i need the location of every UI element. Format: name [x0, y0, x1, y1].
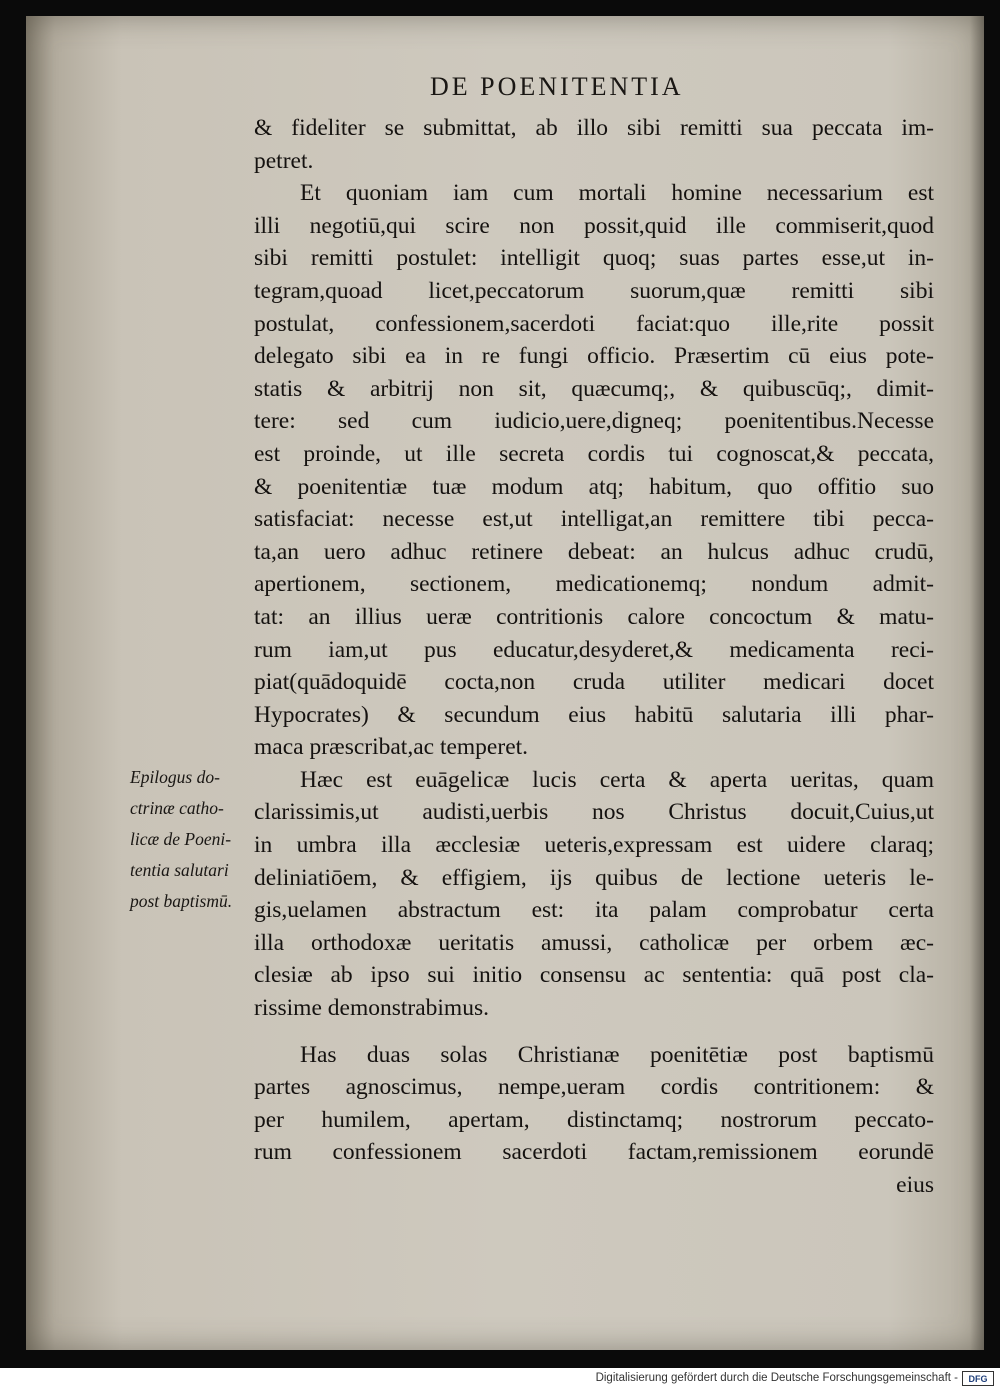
gloss-line: ctrinæ catho-: [130, 798, 224, 818]
text-line: illa orthodoxæ ueritatis amussi, catholicæ per orbem æc-: [254, 929, 934, 956]
text-line: Hæc est euāgelicæ lucis certa & aperta ueritas, quam: [300, 766, 934, 793]
text-line: deliniatiōem, & effigiem, ijs quibus de lectione ueteris le-: [254, 864, 934, 891]
text-line: tere: sed cum iudicio,uere,digneq; poenitentibus.Necesse: [254, 408, 934, 435]
text-line: tat: an illius ueræ contritionis calore concoctum & matu-: [254, 603, 934, 630]
text-line: & poenitentiæ tuæ modum atq; habitum, quo offitio suo: [254, 473, 934, 500]
text-line: clesiæ ab ipso sui initio consensu ac sententia: quā post cla-: [254, 962, 934, 989]
catchword: eius: [896, 1172, 934, 1198]
text-line: statis & arbitrij non sit, quæcumq;, & quibuscūq;, dimit-: [254, 375, 934, 402]
text-line: Hypocrates) & secundum eius habitū salutaria illi phar-: [254, 701, 934, 728]
footer-bar: [0, 1368, 1000, 1390]
gloss-line: Epilogus do-: [130, 767, 220, 787]
dfg-logo: DFG: [962, 1371, 994, 1386]
text-line: rum confessionem sacerdoti factam,remissionem eorundē: [254, 1139, 934, 1166]
gloss-line: licæ de Poeni-: [130, 829, 232, 849]
text-line: piat(quādoquidē cocta,non cruda utiliter medicari docet: [254, 669, 934, 696]
text-line: delegato sibi ea in re fungi officio. Præsertim cū eius pote-: [254, 343, 934, 370]
text-line: illi negotiū,qui scire non possit,quid ille commiserit,quod: [254, 212, 934, 239]
text-line: Has duas solas Christianæ poenitētiæ post baptismū: [300, 1041, 934, 1068]
text-line: tegram,quoad licet,peccatorum suorum,quæ remitti sibi: [254, 277, 934, 304]
text-line: petret.: [254, 147, 314, 174]
paragraph-gap: [254, 1025, 934, 1039]
text-line: gis,uelamen abstractum est: ita palam comprobatur certa: [254, 897, 934, 924]
text-line: clarissimis,ut audisti,uerbis nos Christus docuit,Cuius,ut: [254, 799, 934, 826]
text-line: rum iam,ut pus educatur,desyderet,& medicamenta reci-: [254, 636, 934, 663]
text-line: ta,an uero adhuc retinere debeat: an hulcus adhuc crudū,: [254, 538, 934, 565]
text-line: & fideliter se submittat, ab illo sibi remitti sua peccata im-: [254, 115, 934, 141]
text-line: est proinde, ut ille secreta cordis tui cognoscat,& peccata,: [254, 440, 934, 467]
text-line: maca præscribat,ac temperet.: [254, 734, 529, 761]
text-line: satisfaciat: necesse est,ut intelligat,an remittere tibi pecca-: [254, 506, 934, 533]
text-line: in umbra illa æcclesiæ ueteris,expressam est uidere claraq;: [254, 832, 934, 859]
text-line: sibi remitti postulet: intelligit quoq; suas partes esse,ut in-: [254, 245, 934, 272]
gloss-line: post baptismū.: [130, 891, 233, 911]
marginal-gloss: [130, 762, 290, 917]
gloss-line: tentia salutari: [130, 860, 229, 880]
page-edge-shadow: [970, 16, 984, 1350]
text-line: apertionem, sectionem, medicationemq; nondum admit-: [254, 571, 934, 598]
running-head: DE POENITENTIA: [430, 72, 684, 101]
main-text-block: [254, 112, 934, 1202]
text-line: rissime demonstrabimus.: [254, 995, 489, 1022]
text-line: per humilem, apertam, distinctamq; nostrorum peccato-: [254, 1106, 934, 1133]
text-line: Et quoniam iam cum mortali homine necessarium est: [300, 180, 934, 207]
funding-credit: Digitalisierung gefördert durch die Deutsche Forschungsgemeinschaft -: [595, 1372, 958, 1384]
text-line: partes agnoscimus, nempe,ueram cordis contritionem: &: [254, 1074, 934, 1101]
text-line: postulat, confessionem,sacerdoti faciat:quo ille,rite possit: [254, 310, 934, 337]
